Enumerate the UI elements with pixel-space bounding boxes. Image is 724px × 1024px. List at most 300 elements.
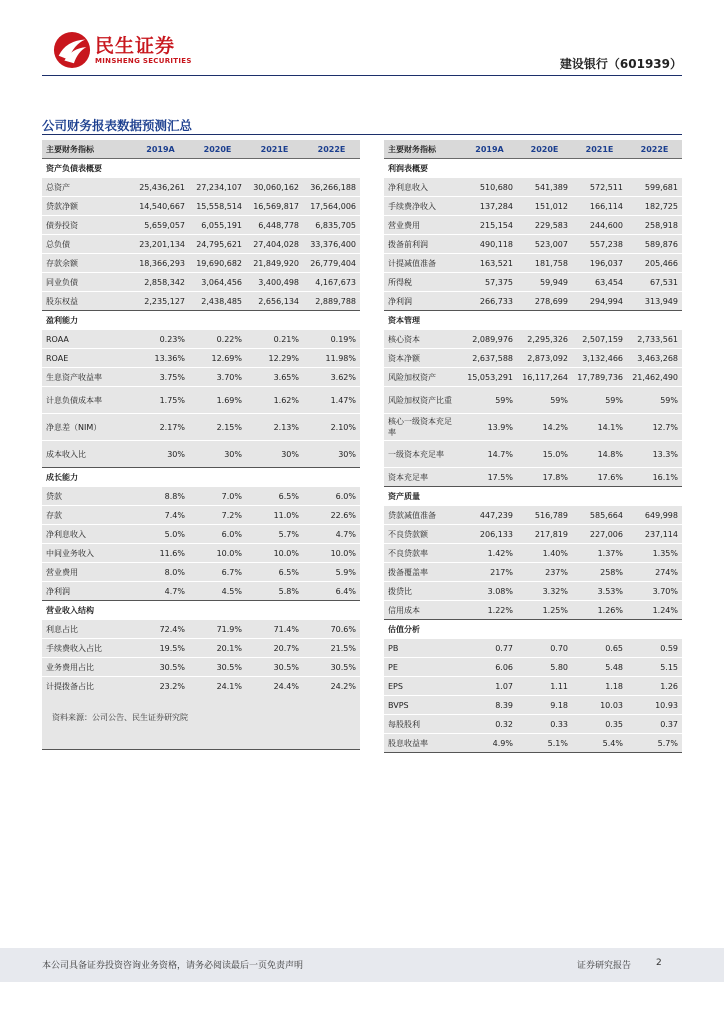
brand-logo — [53, 30, 192, 70]
value-cell: 0.22% — [189, 330, 246, 349]
blank-cell — [132, 311, 189, 330]
table-row — [42, 525, 360, 544]
table-row — [42, 658, 360, 677]
value-cell: 490,118 — [462, 235, 517, 254]
section-row — [384, 487, 682, 506]
row-label: PB — [384, 639, 462, 658]
blank-cell — [462, 487, 517, 506]
table-row — [42, 487, 360, 506]
value-cell: 25,436,261 — [132, 178, 189, 197]
value-cell: 21,849,920 — [246, 254, 303, 273]
value-cell: 7.2% — [189, 506, 246, 525]
footer-report-type: 证券研究报告 — [577, 961, 632, 971]
section-row — [384, 311, 682, 330]
header-year: 2020E — [517, 140, 572, 159]
row-label: 存款 — [42, 506, 132, 525]
table-row — [384, 734, 682, 753]
value-cell: 5.8% — [246, 582, 303, 601]
value-cell: 10.93 — [627, 696, 682, 715]
row-label: 风险加权资产 — [384, 368, 462, 387]
table-row — [42, 216, 360, 235]
value-cell: 71.9% — [189, 620, 246, 639]
row-label: 拨贷比 — [384, 582, 462, 601]
row-label: 拨备覆盖率 — [384, 563, 462, 582]
value-cell: 19,690,682 — [189, 254, 246, 273]
value-cell: 3.65% — [246, 368, 303, 387]
value-cell: 3.62% — [303, 368, 360, 387]
table-row — [384, 715, 682, 734]
value-cell: 11.6% — [132, 544, 189, 563]
blank-cell — [189, 731, 246, 750]
value-cell: 11.98% — [303, 349, 360, 368]
value-cell: 0.19% — [303, 330, 360, 349]
table-row — [384, 468, 682, 487]
blank-cell — [462, 159, 517, 178]
value-cell: 36,266,188 — [303, 178, 360, 197]
value-cell: 21.5% — [303, 639, 360, 658]
value-cell: 2,889,788 — [303, 292, 360, 311]
blank-cell — [42, 695, 132, 713]
value-cell: 59% — [572, 387, 627, 414]
row-label: 营业费用 — [42, 563, 132, 582]
value-cell: 137,284 — [462, 197, 517, 216]
blank-cell — [517, 487, 572, 506]
blank-cell — [246, 468, 303, 487]
row-label: 计提拨备占比 — [42, 677, 132, 696]
value-cell: 30.5% — [303, 658, 360, 677]
table-row — [384, 696, 682, 715]
value-cell: 14.7% — [462, 441, 517, 468]
table-row — [384, 658, 682, 677]
section-row — [42, 601, 360, 620]
value-cell: 26,779,404 — [303, 254, 360, 273]
table-row — [384, 544, 682, 563]
value-cell: 6,055,191 — [189, 216, 246, 235]
table-row — [384, 330, 682, 349]
value-cell: 23,201,134 — [132, 235, 189, 254]
table-row — [42, 254, 360, 273]
value-cell: 3.32% — [517, 582, 572, 601]
value-cell: 266,733 — [462, 292, 517, 311]
value-cell: 13.9% — [462, 414, 517, 441]
blank-cell — [572, 159, 627, 178]
blank-cell — [627, 311, 682, 330]
value-cell: 30,060,162 — [246, 178, 303, 197]
table-row — [384, 197, 682, 216]
page-title: 公司财务报表数据预测汇总 — [42, 118, 193, 133]
value-cell: 9.18 — [517, 696, 572, 715]
blank-cell — [189, 311, 246, 330]
blank-cell — [572, 311, 627, 330]
row-label: 净利息收入 — [42, 525, 132, 544]
row-label: BVPS — [384, 696, 462, 715]
blank-cell — [246, 601, 303, 620]
blank-cell — [627, 159, 682, 178]
table-row — [384, 349, 682, 368]
value-cell: 71.4% — [246, 620, 303, 639]
value-cell: 1.18 — [572, 677, 627, 696]
value-cell: 0.77 — [462, 639, 517, 658]
row-label: 资本净额 — [384, 349, 462, 368]
blank-cell — [517, 159, 572, 178]
value-cell: 70.6% — [303, 620, 360, 639]
value-cell: 294,994 — [572, 292, 627, 311]
value-cell: 447,239 — [462, 506, 517, 525]
value-cell: 4.7% — [303, 525, 360, 544]
value-cell: 151,012 — [517, 197, 572, 216]
row-label: 核心一级资本充足率 — [384, 414, 462, 441]
row-label: 贷款 — [42, 487, 132, 506]
value-cell: 2,235,127 — [132, 292, 189, 311]
value-cell: 0.33 — [517, 715, 572, 734]
value-cell: 215,154 — [462, 216, 517, 235]
value-cell: 1.69% — [189, 387, 246, 414]
table-row — [42, 235, 360, 254]
section-row — [384, 620, 682, 639]
value-cell: 19.5% — [132, 639, 189, 658]
blank-cell — [303, 713, 360, 731]
table-row — [42, 387, 360, 414]
value-cell: 217,819 — [517, 525, 572, 544]
table-row — [384, 273, 682, 292]
value-cell: 59% — [462, 387, 517, 414]
blank-cell — [572, 487, 627, 506]
section-label: 资本管理 — [384, 311, 462, 330]
value-cell: 2,637,588 — [462, 349, 517, 368]
blank-cell — [246, 311, 303, 330]
value-cell: 10.0% — [303, 544, 360, 563]
value-cell: 12.7% — [627, 414, 682, 441]
row-label: 计提减值准备 — [384, 254, 462, 273]
value-cell: 1.37% — [572, 544, 627, 563]
row-label: PE — [384, 658, 462, 677]
value-cell: 30% — [132, 441, 189, 468]
blank-cell — [462, 311, 517, 330]
value-cell: 1.75% — [132, 387, 189, 414]
value-cell: 0.65 — [572, 639, 627, 658]
value-cell: 14.2% — [517, 414, 572, 441]
row-label: 同业负债 — [42, 273, 132, 292]
blank-cell — [189, 695, 246, 713]
table-row — [384, 216, 682, 235]
value-cell: 572,511 — [572, 178, 627, 197]
table-row — [42, 544, 360, 563]
row-label: 业务费用占比 — [42, 658, 132, 677]
blank-cell — [462, 620, 517, 639]
value-cell: 6.0% — [303, 487, 360, 506]
blank-cell — [627, 620, 682, 639]
value-cell: 5.4% — [572, 734, 627, 753]
minsheng-logo-icon — [53, 31, 91, 69]
table-row — [384, 563, 682, 582]
row-label: 不良贷款额 — [384, 525, 462, 544]
row-label: ROAA — [42, 330, 132, 349]
row-label: 总负债 — [42, 235, 132, 254]
value-cell: 2,656,134 — [246, 292, 303, 311]
header-label: 主要财务指标 — [384, 140, 462, 159]
value-cell: 3,463,268 — [627, 349, 682, 368]
value-cell: 3.08% — [462, 582, 517, 601]
value-cell: 3.70% — [189, 368, 246, 387]
blank-cell — [303, 601, 360, 620]
row-label: 每股股利 — [384, 715, 462, 734]
table-row — [384, 639, 682, 658]
value-cell: 10.0% — [189, 544, 246, 563]
value-cell: 5.48 — [572, 658, 627, 677]
value-cell: 20.7% — [246, 639, 303, 658]
value-cell: 206,133 — [462, 525, 517, 544]
value-cell: 30.5% — [132, 658, 189, 677]
value-cell: 3,064,456 — [189, 273, 246, 292]
row-label: 一级资本充足率 — [384, 441, 462, 468]
blank-cell — [132, 601, 189, 620]
value-cell: 0.32 — [462, 715, 517, 734]
value-cell: 5.1% — [517, 734, 572, 753]
header-year: 2021E — [246, 140, 303, 159]
header-year: 2021E — [572, 140, 627, 159]
value-cell: 3.75% — [132, 368, 189, 387]
value-cell: 14,540,667 — [132, 197, 189, 216]
value-cell: 2,089,976 — [462, 330, 517, 349]
value-cell: 2.10% — [303, 414, 360, 441]
blank-cell — [189, 713, 246, 731]
value-cell: 1.26% — [572, 601, 627, 620]
value-cell: 2,858,342 — [132, 273, 189, 292]
value-cell: 0.23% — [132, 330, 189, 349]
value-cell: 6.5% — [246, 487, 303, 506]
section-label: 估值分析 — [384, 620, 462, 639]
value-cell: 23.2% — [132, 677, 189, 696]
row-label: 拨备前利润 — [384, 235, 462, 254]
value-cell: 1.11 — [517, 677, 572, 696]
row-label: 资本充足率 — [384, 468, 462, 487]
value-cell: 27,404,028 — [246, 235, 303, 254]
value-cell: 1.07 — [462, 677, 517, 696]
value-cell: 16,117,264 — [517, 368, 572, 387]
value-cell: 599,681 — [627, 178, 682, 197]
value-cell: 6.06 — [462, 658, 517, 677]
value-cell: 59,949 — [517, 273, 572, 292]
value-cell: 72.4% — [132, 620, 189, 639]
row-label: 手续费净收入 — [384, 197, 462, 216]
row-label: 净利润 — [384, 292, 462, 311]
value-cell: 2,733,561 — [627, 330, 682, 349]
value-cell: 278,699 — [517, 292, 572, 311]
blank-cell — [303, 731, 360, 750]
value-cell: 182,725 — [627, 197, 682, 216]
table-row — [42, 368, 360, 387]
value-cell: 63,454 — [572, 273, 627, 292]
company-ticker: 建设银行（601939） — [559, 57, 682, 71]
value-cell: 0.37 — [627, 715, 682, 734]
value-cell: 0.70 — [517, 639, 572, 658]
blank-cell — [42, 731, 132, 750]
table-row — [42, 330, 360, 349]
value-cell: 516,789 — [517, 506, 572, 525]
table-row — [42, 582, 360, 601]
value-cell: 196,037 — [572, 254, 627, 273]
table-header-row — [42, 140, 360, 159]
value-cell: 16,569,817 — [246, 197, 303, 216]
value-cell: 6,448,778 — [246, 216, 303, 235]
value-cell: 17,564,006 — [303, 197, 360, 216]
blank-cell — [246, 731, 303, 750]
value-cell: 229,583 — [517, 216, 572, 235]
value-cell: 166,114 — [572, 197, 627, 216]
row-label: 净息差（NIM） — [42, 414, 132, 441]
value-cell: 16.1% — [627, 468, 682, 487]
value-cell: 30.5% — [189, 658, 246, 677]
value-cell: 3.70% — [627, 582, 682, 601]
value-cell: 649,998 — [627, 506, 682, 525]
value-cell: 2.17% — [132, 414, 189, 441]
value-cell: 2.15% — [189, 414, 246, 441]
row-label: 成本收入比 — [42, 441, 132, 468]
value-cell: 17.8% — [517, 468, 572, 487]
row-label: 利息占比 — [42, 620, 132, 639]
value-cell: 30% — [189, 441, 246, 468]
value-cell: 5.15 — [627, 658, 682, 677]
value-cell: 5.0% — [132, 525, 189, 544]
table-row — [42, 677, 360, 696]
value-cell: 4,167,673 — [303, 273, 360, 292]
logo-chinese-name: 民生证券 — [95, 34, 176, 57]
table-row — [42, 273, 360, 292]
value-cell: 13.3% — [627, 441, 682, 468]
blank-cell — [132, 468, 189, 487]
row-label: 手续费收入占比 — [42, 639, 132, 658]
value-cell: 2,873,092 — [517, 349, 572, 368]
table-row — [384, 441, 682, 468]
value-cell: 17.5% — [462, 468, 517, 487]
left-financial-table — [42, 140, 360, 750]
value-cell: 57,375 — [462, 273, 517, 292]
value-cell: 589,876 — [627, 235, 682, 254]
value-cell: 510,680 — [462, 178, 517, 197]
value-cell: 67,531 — [627, 273, 682, 292]
row-label: 计息负债成本率 — [42, 387, 132, 414]
row-label: 总资产 — [42, 178, 132, 197]
value-cell: 6.5% — [246, 563, 303, 582]
row-label: 信用成本 — [384, 601, 462, 620]
value-cell: 2,438,485 — [189, 292, 246, 311]
header-label: 主要财务指标 — [42, 140, 132, 159]
value-cell: 205,466 — [627, 254, 682, 273]
value-cell: 1.42% — [462, 544, 517, 563]
value-cell: 258% — [572, 563, 627, 582]
title-divider — [42, 134, 682, 135]
value-cell: 2,295,326 — [517, 330, 572, 349]
table-row — [42, 506, 360, 525]
row-label: 债券投资 — [42, 216, 132, 235]
value-cell: 18,366,293 — [132, 254, 189, 273]
value-cell: 8.39 — [462, 696, 517, 715]
value-cell: 4.7% — [132, 582, 189, 601]
value-cell: 4.5% — [189, 582, 246, 601]
header-year: 2022E — [627, 140, 682, 159]
value-cell: 1.24% — [627, 601, 682, 620]
blank-cell — [189, 601, 246, 620]
row-label: 核心资本 — [384, 330, 462, 349]
value-cell: 7.0% — [189, 487, 246, 506]
row-label: 净利息收入 — [384, 178, 462, 197]
section-label: 资产质量 — [384, 487, 462, 506]
value-cell: 274% — [627, 563, 682, 582]
table-header-row — [384, 140, 682, 159]
header-divider — [42, 75, 682, 76]
table-row — [42, 197, 360, 216]
blank-cell — [132, 731, 189, 750]
row-label: 股东权益 — [42, 292, 132, 311]
row-label: EPS — [384, 677, 462, 696]
value-cell: 244,600 — [572, 216, 627, 235]
row-label: 中间业务收入 — [42, 544, 132, 563]
value-cell: 5.80 — [517, 658, 572, 677]
blank-cell — [303, 468, 360, 487]
row-label: 股息收益率 — [384, 734, 462, 753]
value-cell: 30% — [246, 441, 303, 468]
blank-cell — [303, 159, 360, 178]
blank-cell — [189, 159, 246, 178]
value-cell: 217% — [462, 563, 517, 582]
value-cell: 6,835,705 — [303, 216, 360, 235]
table-row — [42, 349, 360, 368]
value-cell: 59% — [627, 387, 682, 414]
value-cell: 20.1% — [189, 639, 246, 658]
value-cell: 30.5% — [246, 658, 303, 677]
header-year: 2022E — [303, 140, 360, 159]
value-cell: 33,376,400 — [303, 235, 360, 254]
table-row — [42, 620, 360, 639]
blank-cell — [132, 159, 189, 178]
section-row — [42, 468, 360, 487]
value-cell: 6.0% — [189, 525, 246, 544]
row-label: 贷款减值准备 — [384, 506, 462, 525]
section-row — [42, 159, 360, 178]
value-cell: 3,132,466 — [572, 349, 627, 368]
value-cell: 24,795,621 — [189, 235, 246, 254]
value-cell: 0.21% — [246, 330, 303, 349]
source-note: 资料来源：公司公告、民生证券研究院 — [52, 713, 188, 722]
value-cell: 21,462,490 — [627, 368, 682, 387]
value-cell: 15.0% — [517, 441, 572, 468]
value-cell: 15,053,291 — [462, 368, 517, 387]
table-row — [384, 582, 682, 601]
value-cell: 1.26 — [627, 677, 682, 696]
value-cell: 3.53% — [572, 582, 627, 601]
section-row — [42, 311, 360, 330]
header-year: 2019A — [462, 140, 517, 159]
table-row — [384, 414, 682, 441]
section-row — [384, 159, 682, 178]
header-year: 2019A — [132, 140, 189, 159]
blank-cell — [517, 620, 572, 639]
value-cell: 30% — [303, 441, 360, 468]
blank-cell — [517, 311, 572, 330]
value-cell: 237% — [517, 563, 572, 582]
value-cell: 163,521 — [462, 254, 517, 273]
table-row — [42, 414, 360, 441]
blank-cell — [189, 468, 246, 487]
value-cell: 11.0% — [246, 506, 303, 525]
row-label: 营业费用 — [384, 216, 462, 235]
table-row — [42, 563, 360, 582]
value-cell: 8.0% — [132, 563, 189, 582]
blank-cell — [627, 487, 682, 506]
value-cell: 2,507,159 — [572, 330, 627, 349]
table-row — [384, 677, 682, 696]
section-label: 资产负债表概要 — [42, 159, 132, 178]
